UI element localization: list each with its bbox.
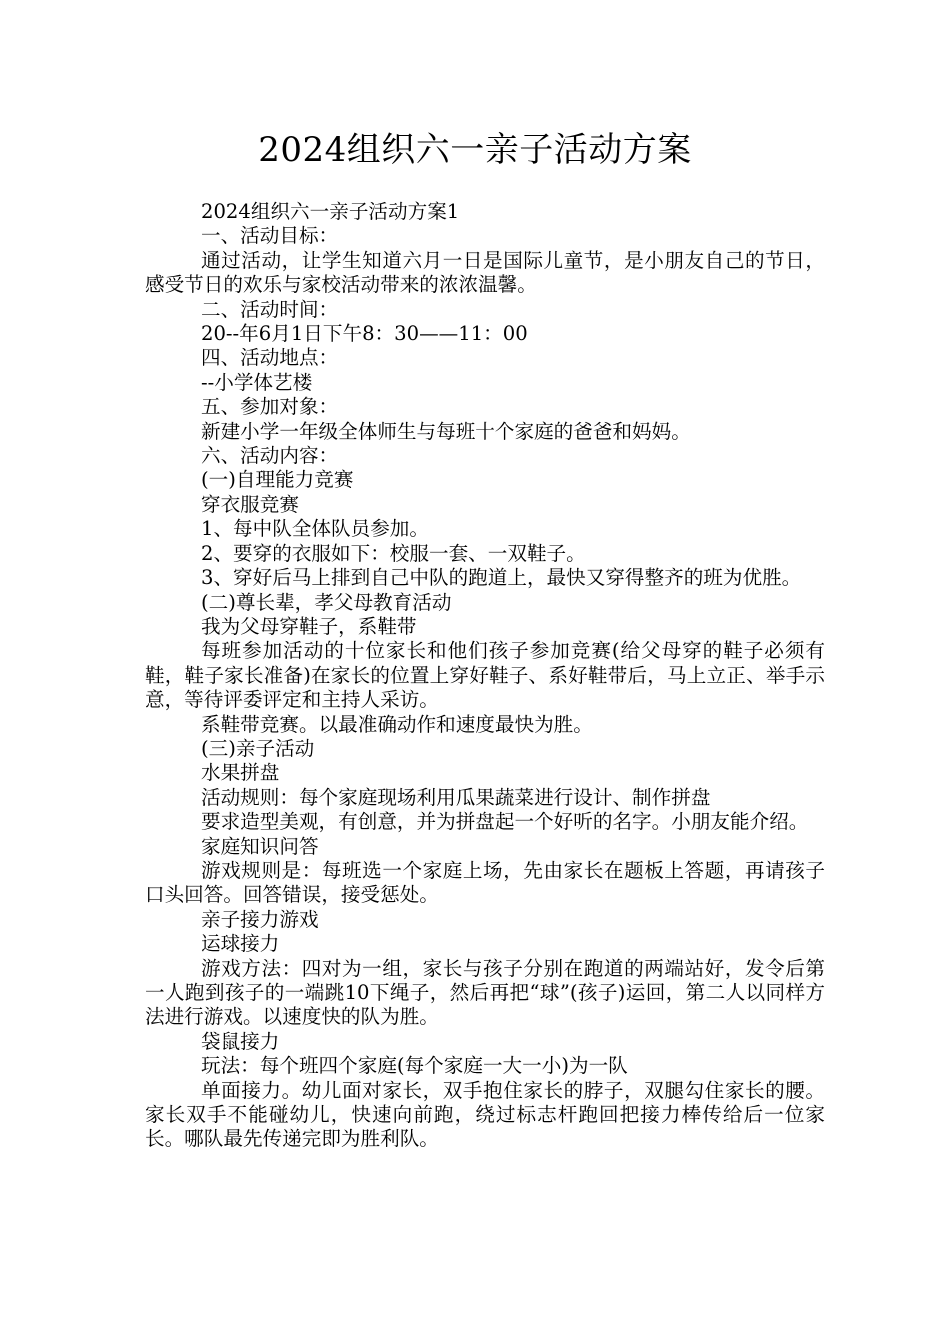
- paragraph: 活动规则：每个家庭现场利用瓜果蔬菜进行设计、制作拼盘: [201, 785, 711, 809]
- document-body: [145, 200, 825, 1152]
- paragraph: 运球接力: [201, 932, 280, 956]
- paragraph: 要求造型美观，有创意，并为拼盘起一个好听的名字。小朋友能介绍。: [201, 810, 809, 834]
- paragraph: 新建小学一年级全体师生与每班十个家庭的爸爸和妈妈。: [201, 419, 691, 443]
- paragraph: 五、参加对象：: [201, 395, 339, 419]
- paragraph: 我为父母穿鞋子，系鞋带: [201, 614, 417, 638]
- paragraph: 游戏规则是：每班选一个家庭上场，先由家长在题板上答题，再请孩子口头回答。回答错误，接受惩处。: [145, 858, 825, 907]
- paragraph: 家庭知识问答: [201, 834, 319, 858]
- paragraph: 游戏方法：四对为一组，家长与孩子分别在跑道的两端站好，发令后第一人跑到孩子的一端跳10下绳子，然后再把“球”(孩子)运回，第二人以同样方法进行游戏。以速度快的队为胜。: [145, 956, 825, 1029]
- paragraph: 20--年6月1日下午8：30——11：00: [201, 322, 528, 346]
- paragraph: 袋鼠接力: [201, 1029, 280, 1053]
- paragraph: 通过活动，让学生知道六月一日是国际儿童节，是小朋友自己的节日，感受节日的欢乐与家校活动带来的浓浓温馨。: [145, 248, 825, 297]
- paragraph: 玩法：每个班四个家庭(每个家庭一大一小)为一队: [201, 1054, 628, 1078]
- paragraph: 六、活动内容：: [201, 444, 339, 468]
- paragraph: 3、穿好后马上排到自己中队的跑道上，最快又穿得整齐的班为优胜。: [201, 566, 802, 590]
- paragraph: 2024组织六一亲子活动方案1: [201, 200, 460, 223]
- paragraph: 1、每中队全体队员参加。: [201, 517, 429, 541]
- paragraph: 2、要穿的衣服如下：校服一套、一双鞋子。: [201, 541, 586, 565]
- paragraph: 穿衣服竞赛: [201, 492, 299, 516]
- paragraph: 单面接力。幼儿面对家长，双手抱住家长的脖子，双腿勾住家长的腰。家长双手不能碰幼儿，快速向前跑，绕过标志杆跑回把接力棒传给后一位家长。哪队最先传递完即为胜利队。: [145, 1078, 825, 1151]
- paragraph: (三)亲子活动: [201, 736, 315, 760]
- paragraph: 每班参加活动的十位家长和他们孩子参加竞赛(给父母穿的鞋子必须有鞋，鞋子家长准备)在家长的位置上穿好鞋子、系好鞋带后，马上立正、举手示意，等待评委评定和主持人采访。: [145, 639, 825, 712]
- paragraph: (一)自理能力竞赛: [201, 468, 354, 492]
- paragraph: 亲子接力游戏: [201, 907, 319, 931]
- paragraph: 系鞋带竞赛。以最准确动作和速度最快为胜。: [201, 712, 593, 736]
- paragraph: 一、活动目标：: [201, 224, 339, 248]
- paragraph: 二、活动时间：: [201, 297, 339, 321]
- paragraph: (二)尊长辈，孝父母教育活动: [201, 590, 452, 614]
- paragraph: 四、活动地点：: [201, 346, 339, 370]
- paragraph: --小学体艺楼: [201, 370, 313, 394]
- document-title: 2024组织六一亲子活动方案: [258, 130, 692, 170]
- paragraph: 水果拼盘: [201, 761, 280, 785]
